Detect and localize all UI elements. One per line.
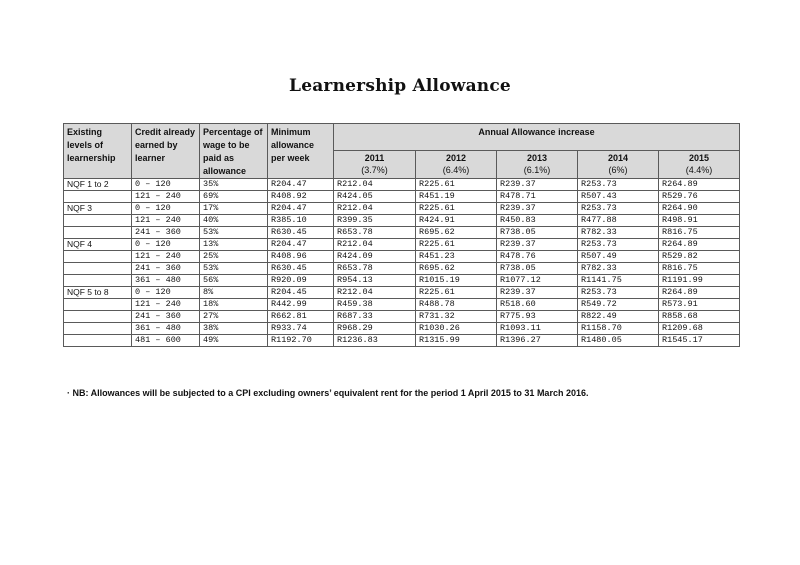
cell-2013: R239.37 bbox=[497, 203, 578, 215]
table-row bbox=[64, 275, 740, 287]
cell-percentage: 35% bbox=[200, 179, 268, 191]
cell-2013: R738.05 bbox=[497, 263, 578, 275]
table-row bbox=[64, 179, 740, 191]
cell-2013: R775.93 bbox=[497, 311, 578, 323]
cell-minimum: R920.09 bbox=[268, 275, 334, 287]
cell-2015: R858.68 bbox=[659, 311, 740, 323]
cell-minimum: R204.47 bbox=[268, 239, 334, 251]
cell-2014: R782.33 bbox=[578, 227, 659, 239]
cell-credit: 0 – 120 bbox=[132, 179, 200, 191]
header-year-label: 2011 bbox=[364, 153, 385, 163]
cell-percentage: 56% bbox=[200, 275, 268, 287]
cell-2014: R477.88 bbox=[578, 215, 659, 227]
cell-2013: R478.71 bbox=[497, 191, 578, 203]
cell-minimum: R662.81 bbox=[268, 311, 334, 323]
cell-2014: R507.43 bbox=[578, 191, 659, 203]
cell-percentage: 25% bbox=[200, 251, 268, 263]
page-title: Learnership Allowance bbox=[289, 76, 511, 96]
cell-2015: R264.89 bbox=[659, 239, 740, 251]
cell-minimum: R408.92 bbox=[268, 191, 334, 203]
table-row bbox=[64, 251, 740, 263]
header-year-2012 bbox=[416, 151, 497, 179]
cell-percentage: 18% bbox=[200, 299, 268, 311]
cell-2011: R212.04 bbox=[334, 239, 416, 251]
cell-credit: 241 – 360 bbox=[132, 263, 200, 275]
header-credit: Credit already earned by learner bbox=[132, 124, 200, 179]
cell-2012: R451.19 bbox=[416, 191, 497, 203]
cell-percentage: 27% bbox=[200, 311, 268, 323]
cell-2014: R549.72 bbox=[578, 299, 659, 311]
cell-nqf-level bbox=[64, 191, 132, 203]
header-annual-increase: Annual Allowance increase bbox=[334, 124, 740, 151]
header-year-percent: (6.4%) bbox=[442, 165, 470, 175]
cell-credit: 0 – 120 bbox=[132, 203, 200, 215]
cell-2015: R498.91 bbox=[659, 215, 740, 227]
cell-minimum: R408.96 bbox=[268, 251, 334, 263]
cell-nqf-level bbox=[64, 215, 132, 227]
header-percentage: Percentage of wage to be paid as allowance bbox=[200, 124, 268, 179]
cell-percentage: 40% bbox=[200, 215, 268, 227]
cell-percentage: 53% bbox=[200, 263, 268, 275]
cell-2015: R529.82 bbox=[659, 251, 740, 263]
cell-2012: R1015.19 bbox=[416, 275, 497, 287]
cell-2015: R816.75 bbox=[659, 227, 740, 239]
cell-minimum: R630.45 bbox=[268, 263, 334, 275]
cell-2014: R253.73 bbox=[578, 287, 659, 299]
cell-2012: R225.61 bbox=[416, 239, 497, 251]
cell-nqf-level bbox=[64, 335, 132, 347]
cell-2015: R264.90 bbox=[659, 203, 740, 215]
cell-2011: R424.05 bbox=[334, 191, 416, 203]
cell-minimum: R204.45 bbox=[268, 287, 334, 299]
header-year-2014 bbox=[578, 151, 659, 179]
header-year-2013 bbox=[497, 151, 578, 179]
cell-2011: R653.78 bbox=[334, 263, 416, 275]
cell-2013: R239.37 bbox=[497, 179, 578, 191]
header-year-percent: (4.4%) bbox=[685, 165, 713, 175]
table-row bbox=[64, 191, 740, 203]
cell-nqf-level bbox=[64, 299, 132, 311]
cell-minimum: R630.45 bbox=[268, 227, 334, 239]
cell-2015: R264.89 bbox=[659, 179, 740, 191]
cell-percentage: 38% bbox=[200, 323, 268, 335]
cell-2013: R738.05 bbox=[497, 227, 578, 239]
cell-2013: R1093.11 bbox=[497, 323, 578, 335]
cell-nqf-level bbox=[64, 227, 132, 239]
cell-minimum: R385.10 bbox=[268, 215, 334, 227]
cell-minimum: R442.99 bbox=[268, 299, 334, 311]
table-row bbox=[64, 311, 740, 323]
cell-2011: R212.04 bbox=[334, 203, 416, 215]
cell-nqf-level bbox=[64, 263, 132, 275]
header-year-label: 2015 bbox=[688, 153, 710, 163]
cell-credit: 361 – 480 bbox=[132, 275, 200, 287]
cell-2015: R529.76 bbox=[659, 191, 740, 203]
cell-2011: R653.78 bbox=[334, 227, 416, 239]
cell-2014: R253.73 bbox=[578, 239, 659, 251]
cell-2012: R225.61 bbox=[416, 179, 497, 191]
header-levels: Existing levels of learnership bbox=[64, 124, 132, 179]
table-row bbox=[64, 203, 740, 215]
cell-percentage: 13% bbox=[200, 239, 268, 251]
table-row bbox=[64, 227, 740, 239]
cell-minimum: R933.74 bbox=[268, 323, 334, 335]
cell-credit: 241 – 360 bbox=[132, 227, 200, 239]
header-year-label: 2014 bbox=[607, 153, 629, 163]
cell-percentage: 49% bbox=[200, 335, 268, 347]
cell-2014: R1141.75 bbox=[578, 275, 659, 287]
table-row bbox=[64, 239, 740, 251]
cell-nqf-level: NQF 3 bbox=[64, 203, 132, 215]
cell-2011: R459.38 bbox=[334, 299, 416, 311]
cell-credit: 121 – 240 bbox=[132, 251, 200, 263]
table-row bbox=[64, 215, 740, 227]
cell-2012: R731.32 bbox=[416, 311, 497, 323]
cell-2014: R1158.70 bbox=[578, 323, 659, 335]
table-row bbox=[64, 287, 740, 299]
header-year-percent: (6%) bbox=[608, 165, 628, 175]
cell-2011: R424.09 bbox=[334, 251, 416, 263]
cell-percentage: 69% bbox=[200, 191, 268, 203]
cell-credit: 0 – 120 bbox=[132, 287, 200, 299]
cell-credit: 0 – 120 bbox=[132, 239, 200, 251]
cell-2015: R1209.68 bbox=[659, 323, 740, 335]
cell-2014: R253.73 bbox=[578, 203, 659, 215]
cell-nqf-level: NQF 4 bbox=[64, 239, 132, 251]
cell-2014: R1480.05 bbox=[578, 335, 659, 347]
cell-2011: R1236.83 bbox=[334, 335, 416, 347]
cell-credit: 121 – 240 bbox=[132, 215, 200, 227]
cell-2012: R451.23 bbox=[416, 251, 497, 263]
cell-2012: R488.78 bbox=[416, 299, 497, 311]
cell-2014: R782.33 bbox=[578, 263, 659, 275]
header-year-label: 2012 bbox=[445, 153, 467, 163]
cell-credit: 361 – 480 bbox=[132, 323, 200, 335]
cell-2011: R954.13 bbox=[334, 275, 416, 287]
cell-2012: R225.61 bbox=[416, 203, 497, 215]
cell-nqf-level bbox=[64, 251, 132, 263]
cell-percentage: 8% bbox=[200, 287, 268, 299]
table-row bbox=[64, 299, 740, 311]
cell-minimum: R1192.70 bbox=[268, 335, 334, 347]
cell-2011: R212.04 bbox=[334, 179, 416, 191]
cell-2011: R212.04 bbox=[334, 287, 416, 299]
cell-nqf-level bbox=[64, 311, 132, 323]
table-body bbox=[64, 179, 740, 347]
cell-2013: R518.60 bbox=[497, 299, 578, 311]
cell-nqf-level bbox=[64, 323, 132, 335]
cell-2014: R253.73 bbox=[578, 179, 659, 191]
cell-2012: R695.62 bbox=[416, 227, 497, 239]
cell-credit: 121 – 240 bbox=[132, 191, 200, 203]
table-row bbox=[64, 323, 740, 335]
cell-minimum: R204.47 bbox=[268, 179, 334, 191]
cell-nqf-level: NQF 5 to 8 bbox=[64, 287, 132, 299]
cell-2012: R424.91 bbox=[416, 215, 497, 227]
cell-2015: R1545.17 bbox=[659, 335, 740, 347]
cell-2013: R450.83 bbox=[497, 215, 578, 227]
cell-2013: R239.37 bbox=[497, 287, 578, 299]
footnote: · NB: Allowances will be subjected to a CPI excluding owners’ equivalent rent for the period 1 April 2015 to 31 March 2016. bbox=[67, 388, 589, 398]
allowance-table bbox=[63, 123, 740, 347]
header-year-2015 bbox=[659, 151, 740, 179]
header-year-label: 2013 bbox=[526, 153, 548, 163]
cell-2015: R816.75 bbox=[659, 263, 740, 275]
cell-2015: R573.91 bbox=[659, 299, 740, 311]
cell-credit: 121 – 240 bbox=[132, 299, 200, 311]
cell-2013: R1396.27 bbox=[497, 335, 578, 347]
cell-2014: R507.49 bbox=[578, 251, 659, 263]
cell-credit: 481 – 600 bbox=[132, 335, 200, 347]
cell-2012: R1315.99 bbox=[416, 335, 497, 347]
cell-nqf-level: NQF 1 to 2 bbox=[64, 179, 132, 191]
cell-percentage: 53% bbox=[200, 227, 268, 239]
cell-nqf-level bbox=[64, 275, 132, 287]
cell-2013: R478.76 bbox=[497, 251, 578, 263]
header-year-percent: (3.7%) bbox=[361, 165, 388, 175]
cell-2011: R968.29 bbox=[334, 323, 416, 335]
cell-2014: R822.49 bbox=[578, 311, 659, 323]
header-minimum: Minimum allowance per week bbox=[268, 124, 334, 179]
table-row bbox=[64, 263, 740, 275]
header-year-2011 bbox=[334, 151, 416, 179]
cell-percentage: 17% bbox=[200, 203, 268, 215]
cell-2011: R687.33 bbox=[334, 311, 416, 323]
table-header bbox=[64, 124, 740, 179]
cell-2013: R1077.12 bbox=[497, 275, 578, 287]
cell-2015: R1191.99 bbox=[659, 275, 740, 287]
cell-2011: R399.35 bbox=[334, 215, 416, 227]
cell-minimum: R204.47 bbox=[268, 203, 334, 215]
cell-2012: R225.61 bbox=[416, 287, 497, 299]
cell-2012: R1030.26 bbox=[416, 323, 497, 335]
table-row bbox=[64, 335, 740, 347]
cell-2013: R239.37 bbox=[497, 239, 578, 251]
cell-2015: R264.89 bbox=[659, 287, 740, 299]
header-year-percent: (6.1%) bbox=[523, 165, 551, 175]
cell-credit: 241 – 360 bbox=[132, 311, 200, 323]
cell-2012: R695.62 bbox=[416, 263, 497, 275]
